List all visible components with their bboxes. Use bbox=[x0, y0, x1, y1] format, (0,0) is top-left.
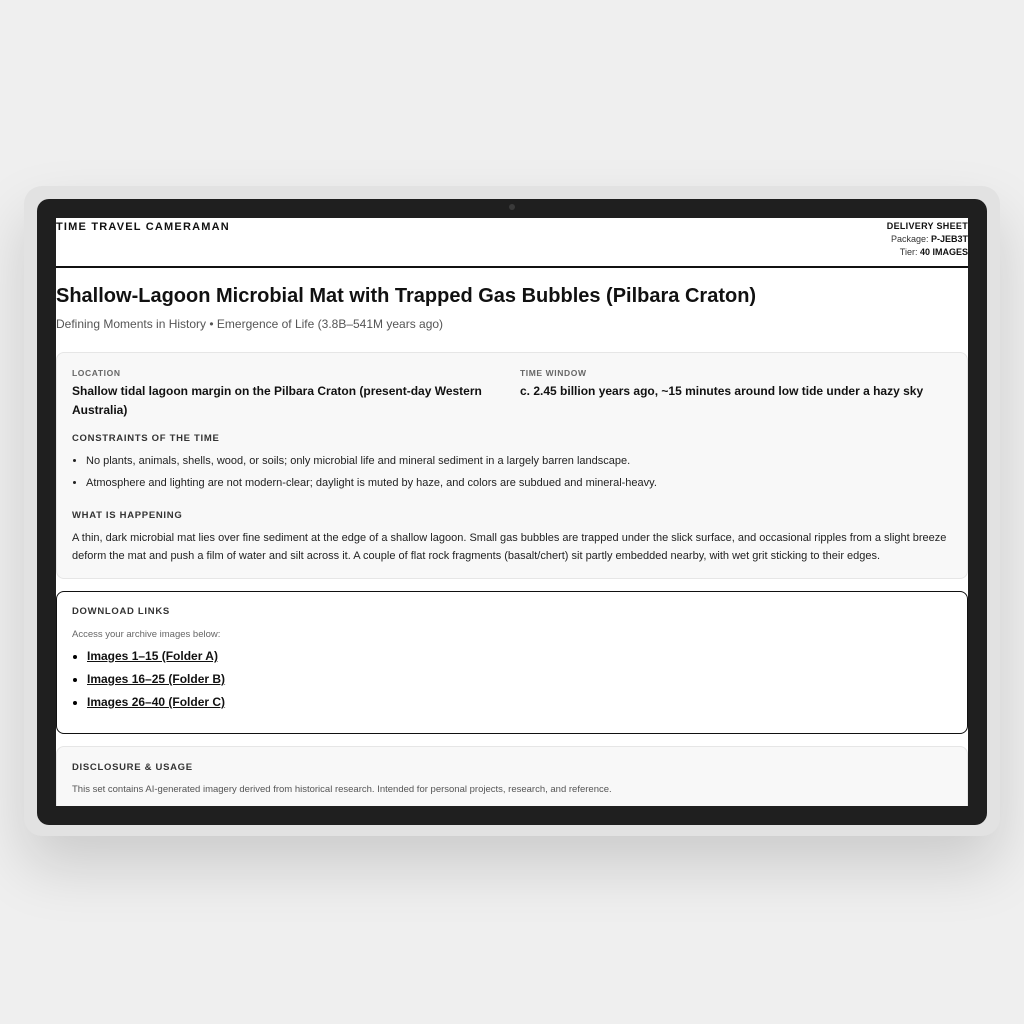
package-value: P-JEB3T bbox=[930, 234, 968, 244]
download-links-list bbox=[72, 648, 225, 717]
tier-label: Tier: bbox=[899, 247, 918, 257]
happening-text: A thin, dark microbial mat lies over fine sediment at the edge of a shallow lagoon. Small gas bubbles are trapped under the slick surface, and occasional ripples from a slight breeze deform the mat and push a film of water and silt across it. A couple of flat rock fragments (basalt/chert) sit partly embedded nearby, with wet grit sticking to their edges. bbox=[72, 532, 947, 562]
delivery-sheet-page bbox=[56, 218, 968, 806]
download-link-folder-b[interactable]: Images 16–25 (Folder B) bbox=[87, 672, 226, 686]
details-card bbox=[56, 352, 968, 579]
download-link-folder-c[interactable]: Images 26–40 (Folder C) bbox=[87, 695, 226, 709]
location-value: Shallow tidal lagoon margin on the Pilbara Craton (present-day Western Australia) bbox=[72, 384, 482, 417]
page-header bbox=[56, 218, 968, 268]
brand-name: TIME TRAVEL CAMERAMAN bbox=[56, 221, 230, 233]
constraint-item: • No plants, animals, shells, wood, or soils; only microbial life and mineral sediment in a largely barren landscape. bbox=[86, 454, 956, 469]
download-link-folder-a[interactable]: Images 1–15 (Folder A) bbox=[87, 649, 218, 663]
page-title: Shallow-Lagoon Microbial Mat with Trapped Gas Bubbles (Pilbara Craton) bbox=[56, 285, 757, 307]
list-item bbox=[87, 648, 225, 664]
delivery-sheet-info bbox=[887, 220, 968, 259]
constraint-item: • Atmosphere and lighting are not modern-clear; daylight is muted by haze, and colors are subdued and mineral-heavy. bbox=[86, 476, 956, 491]
disclosure-text: This set contains AI-generated imagery derived from historical research. Intended for personal projects, research, and reference. bbox=[72, 784, 612, 795]
list-item bbox=[87, 694, 225, 710]
download-links-intro: Access your archive images below: bbox=[72, 629, 221, 640]
happening-heading: WHAT IS HAPPENING bbox=[72, 510, 183, 521]
tier-value: 40 IMAGES bbox=[919, 247, 968, 257]
download-links-heading: DOWNLOAD LINKS bbox=[72, 606, 170, 617]
disclosure-card bbox=[56, 746, 968, 806]
delivery-sheet-title: DELIVERY SHEET bbox=[886, 221, 968, 231]
package-label: Package: bbox=[890, 234, 929, 244]
time-window-value: c. 2.45 billion years ago, ~15 minutes around low tide under a hazy sky bbox=[520, 384, 924, 398]
page-subtitle: Defining Moments in History • Emergence of Life (3.8B–541M years ago) bbox=[56, 317, 444, 331]
tier-line bbox=[887, 246, 968, 259]
package-line bbox=[887, 233, 968, 246]
list-item bbox=[87, 671, 225, 687]
download-links-card bbox=[56, 591, 968, 734]
time-window-label: TIME WINDOW bbox=[520, 368, 587, 378]
constraints-list bbox=[72, 454, 956, 498]
disclosure-heading: DISCLOSURE & USAGE bbox=[72, 762, 193, 773]
constraints-heading: CONSTRAINTS OF THE TIME bbox=[72, 433, 220, 444]
camera-icon bbox=[509, 204, 515, 210]
location-label: LOCATION bbox=[72, 368, 121, 378]
